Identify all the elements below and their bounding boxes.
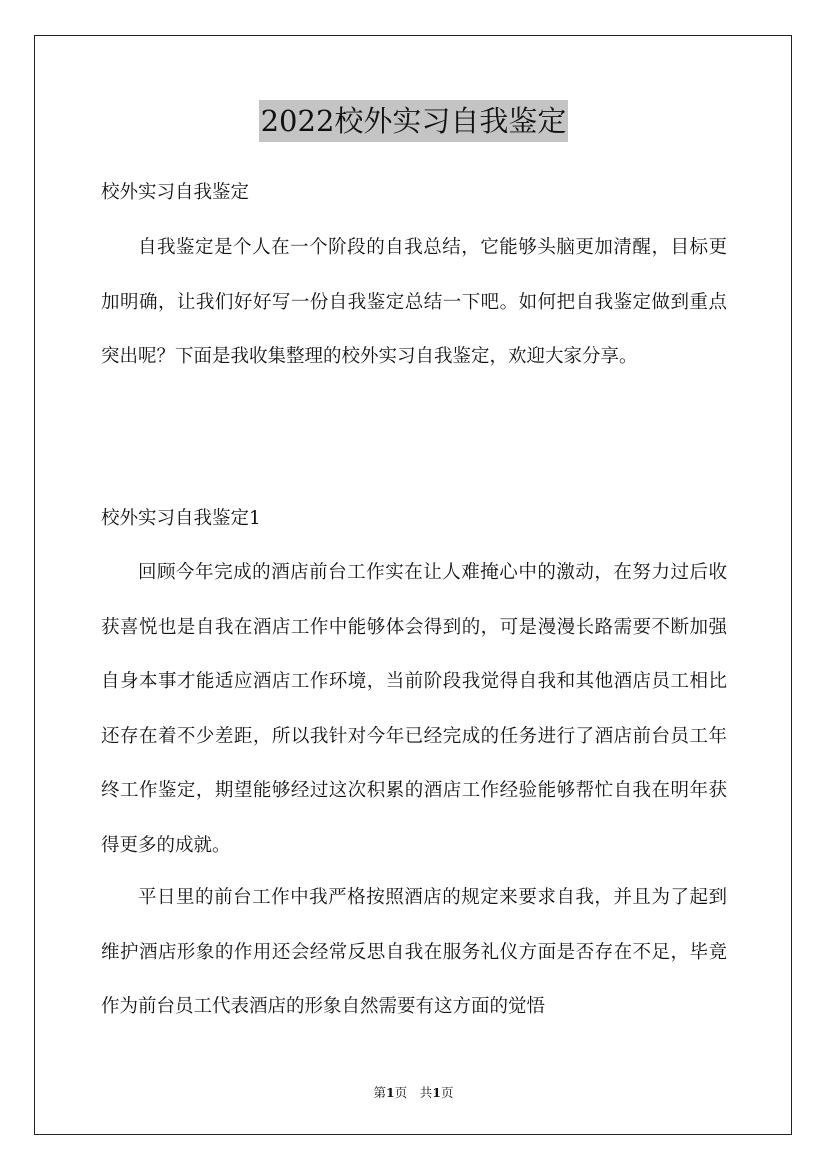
intro-paragraph: 自我鉴定是个人在一个阶段的自我总结，它能够头脑更加清醒，目标更加明确，让我们好好写一份自我鉴定总结一下吧。如何把自我鉴定做到重点突出呢？下面是我收集整理的校外实习自我鉴定，欢迎大家分享。 (101, 237, 727, 367)
section1-heading: 校外实习自我鉴定1 (101, 508, 261, 529)
section1-paragraph-2: 平日里的前台工作中我严格按照酒店的规定来要求自我，并且为了起到维护酒店形象的作用还会经常反思自我在服务礼仪方面是否存在不足，毕竟作为前台员工代表酒店的形象自然需要有这方面的觉悟 (101, 887, 727, 1017)
section1-paragraph-1: 回顾今年完成的酒店前台工作实在让人难掩心中的激动，在努力过后收获喜悦也是自我在酒店工作中能够体会得到的，可是漫漫长路需要不断加强自身本事才能适应酒店工作环境，当前阶段我觉得自我和其他酒店员工相比还存在着不少差距，所以我针对今年已经完成的任务进行了酒店前台员工年终工作鉴定，期望能够经过这次积累的酒店工作经验能够帮忙自我在明年获得更多的成就。 (101, 562, 727, 856)
footer-prefix: 第 (373, 1085, 387, 1100)
document-title (0, 100, 827, 142)
footer-mid: 页 共 (394, 1085, 433, 1100)
page-footer (0, 1083, 827, 1101)
footer-total-pages: 1 (432, 1085, 441, 1100)
document-title-text: 2022校外实习自我鉴定 (259, 100, 569, 142)
footer-suffix: 页 (440, 1085, 454, 1100)
footer-current-page: 1 (386, 1085, 395, 1100)
intro-heading: 校外实习自我鉴定 (101, 182, 250, 203)
